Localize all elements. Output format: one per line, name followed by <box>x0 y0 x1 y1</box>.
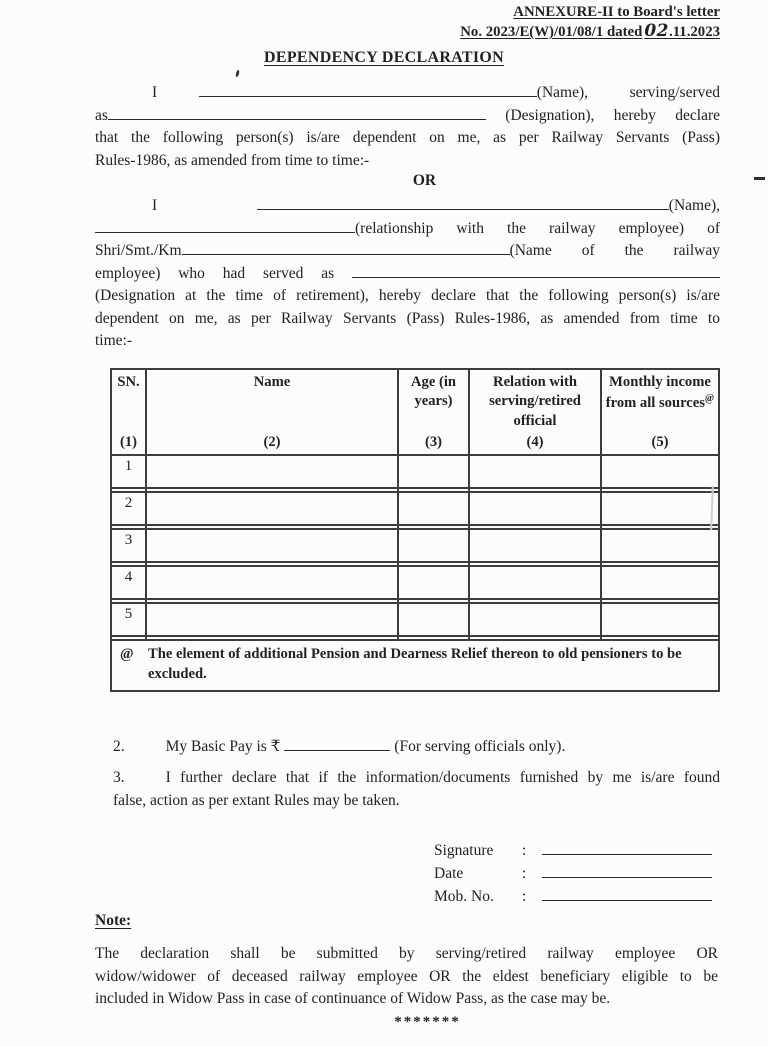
footnote-marker: @ <box>704 393 715 405</box>
table-row <box>111 529 719 562</box>
fill-in-blank <box>542 840 712 855</box>
table-row <box>111 455 719 488</box>
column-number: (4) <box>526 433 544 450</box>
text-line: as (Designation), hereby declare <box>95 106 720 124</box>
fill-in-blank <box>108 106 486 120</box>
table-row <box>111 566 719 599</box>
table-header-cell-3 <box>398 369 469 455</box>
table-header-cell-4 <box>469 369 601 455</box>
text-line: time:- <box>95 332 133 349</box>
fill-in-blank <box>542 886 712 901</box>
note-heading: Note: <box>95 912 132 929</box>
table-header-cell-2 <box>146 369 398 455</box>
column-title: Age (in years) <box>411 374 456 410</box>
signature-row-label: Signature <box>434 842 494 859</box>
fill-in-blank <box>95 219 355 233</box>
table-row <box>111 603 719 636</box>
letter-header <box>460 3 720 42</box>
scan-artifact-speck <box>235 70 240 78</box>
text-line: employee) who had served as <box>95 263 720 286</box>
empty-cell <box>601 455 719 488</box>
signature-row <box>434 885 712 908</box>
sn-cell: 5 <box>111 603 146 636</box>
declaration-retired-paragraph <box>95 195 720 353</box>
fill-in-blank <box>284 737 390 751</box>
empty-cell <box>469 566 601 599</box>
text-line: false, action as per extant Rules may be taken. <box>113 791 400 809</box>
tab-gap <box>95 209 152 210</box>
empty-cell <box>398 603 469 636</box>
column-title: SN. <box>117 374 140 390</box>
empty-cell <box>146 529 398 562</box>
letter-number-suffix: .11.2023 <box>669 24 720 40</box>
false-declaration-item <box>113 767 720 812</box>
empty-cell <box>601 529 719 562</box>
scan-artifact-dash <box>754 177 765 180</box>
text-line: The declaration shall be submitted by serving/retired railway employee OR <box>95 945 718 962</box>
text-line: I (Name), serving/served <box>95 82 720 105</box>
column-number: (1) <box>119 433 138 450</box>
tab-gap <box>125 750 166 751</box>
empty-cell <box>469 529 601 562</box>
text-line: Shri/Smt./Km (Name of the railway <box>95 242 720 259</box>
text-line: widow/widower of deceased railway employee OR the eldest beneficiary eligible to be <box>95 967 718 985</box>
text-line: (relationship with the railway employee) of <box>95 218 720 241</box>
empty-cell <box>146 603 398 636</box>
note-paragraph <box>95 943 718 1011</box>
text-line: 3. I further declare that if the information/documents furnished by me is/are found <box>113 769 720 786</box>
fill-in-blank <box>182 241 510 255</box>
basic-pay-item <box>113 736 720 759</box>
annexure-line: ANNEXURE-II to Board's letter <box>513 4 720 20</box>
column-title: Name <box>253 374 291 390</box>
fill-in-blank <box>257 196 669 210</box>
end-marker: ******* <box>394 1014 461 1030</box>
fill-in-blank <box>542 863 712 878</box>
empty-cell <box>469 455 601 488</box>
dependents-table <box>110 368 720 692</box>
empty-cell <box>469 492 601 525</box>
sn-cell: 1 <box>111 455 146 488</box>
tab-gap <box>125 781 166 782</box>
empty-cell <box>398 529 469 562</box>
letter-number-prefix: No. 2023/E(W)/01/08/1 dated <box>460 24 643 40</box>
text-line: Rules-1986, as amended from time to time:- <box>95 151 370 169</box>
sn-cell: 4 <box>111 566 146 599</box>
tab-gap <box>95 96 152 97</box>
signature-row-label: Mob. No. <box>434 888 494 906</box>
letter-number-line <box>460 22 720 42</box>
empty-cell <box>601 603 719 636</box>
empty-cell <box>601 492 719 525</box>
or-separator: OR <box>412 172 437 189</box>
declaration-serving-paragraph <box>95 82 720 172</box>
handwritten-date: 02 <box>644 21 670 41</box>
fill-in-blank <box>199 83 537 97</box>
column-number: (2) <box>263 433 281 450</box>
text-line: that the following person(s) is/are dependent on me, as per Railway Servants (Pass) <box>95 129 720 146</box>
empty-cell <box>398 492 469 525</box>
fill-in-blank <box>352 264 720 278</box>
text-line: I (Name), <box>95 195 720 218</box>
signature-row-colon: : <box>522 888 527 906</box>
column-title: Relation with serving/retired official <box>489 374 581 429</box>
empty-cell <box>398 566 469 599</box>
text-line: 2. My Basic Pay is ₹ (For serving officials only). <box>113 738 566 755</box>
signature-row <box>434 839 712 862</box>
table-body <box>111 369 719 691</box>
empty-cell <box>601 566 719 599</box>
sn-cell: 3 <box>111 529 146 562</box>
column-number: (3) <box>424 433 443 450</box>
signature-block <box>434 839 712 909</box>
table-header-cell-1 <box>111 369 146 455</box>
text-line: (Designation at the time of retirement), hereby declare that the following person(s) is/are <box>95 287 720 304</box>
column-number: (5) <box>651 433 669 450</box>
table-header-cell-5 <box>601 369 719 455</box>
empty-cell <box>146 566 398 599</box>
sn-cell: 2 <box>111 492 146 525</box>
text-line: dependent on me, as per Railway Servants (Pass) Rules-1986, as amended from time to <box>95 309 720 327</box>
signature-row-colon: : <box>522 865 527 883</box>
empty-cell <box>146 492 398 525</box>
page-title: DEPENDENCY DECLARATION <box>264 49 504 66</box>
text-line: included in Widow Pass in case of continuance of Widow Pass, as the case may be. <box>95 990 611 1007</box>
empty-cell <box>398 455 469 488</box>
signature-row <box>434 862 712 885</box>
column-title: Monthly income from all sources@ <box>605 374 715 412</box>
table-row <box>111 492 719 525</box>
footnote-text: The element of additional Pension and Dearness Relief thereon to old pensioners to be excluded. <box>148 646 682 683</box>
signature-row-label: Date <box>434 865 464 883</box>
signature-row-colon: : <box>522 842 527 859</box>
footnote-symbol: @ <box>120 646 134 662</box>
empty-cell <box>469 603 601 636</box>
table-footnote <box>111 640 719 691</box>
empty-cell <box>146 455 398 488</box>
